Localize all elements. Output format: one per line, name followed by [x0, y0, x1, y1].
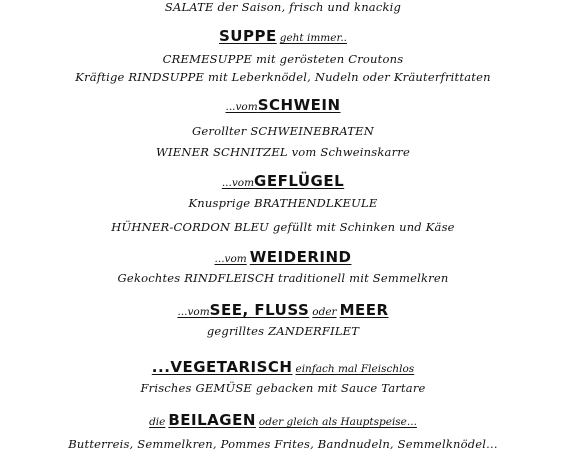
section-heading-weiderind [0, 247, 566, 266]
menu-item: Knusprige BRATHENDLKEULE [188, 196, 378, 210]
heading-main: ...VEGETARISCH [151, 358, 293, 376]
menu-item: Kräftige RINDSUPPE mit Leberknödel, Nudeln oder Kräuterfrittaten [75, 70, 491, 84]
heading-sub: oder gleich als Hauptspeise... [258, 416, 417, 428]
heading-pre: ...vom [221, 177, 255, 189]
section-heading-vegetarisch [0, 357, 566, 376]
section-heading-schwein [0, 95, 566, 114]
heading-main: SCHWEIN [257, 96, 341, 114]
heading-sub: geht immer.. [279, 32, 347, 44]
section-heading-suppe [0, 26, 566, 45]
heading-main: MEER [339, 301, 389, 319]
heading-pre: ...vom [225, 101, 258, 113]
menu-item: CREMESUPPE mit gerösteten Croutons [162, 52, 404, 66]
heading-main: SUPPE [219, 27, 277, 45]
heading-main: BEILAGEN [168, 411, 256, 429]
menu-item-salate: SALATE der Saison, frisch und knackig [164, 0, 402, 14]
section-heading-see [0, 300, 566, 319]
menu-item: HÜHNER-CORDON BLEU gefüllt mit Schinken und Käse [111, 220, 455, 234]
heading-sub: einfach mal Fleischlos [295, 363, 415, 375]
menu-item: Gekochtes RINDFLEISCH traditionell mit Semmelkren [117, 271, 449, 285]
menu-item: WIENER SCHNITZEL vom Schweinskarre [156, 145, 410, 159]
heading-pre: ...vom [214, 253, 247, 265]
heading-pre: die [149, 416, 166, 428]
menu-item: Butterreis, Semmelkren, Pommes Frites, Bandnudeln, Semmelknödel... [68, 437, 498, 451]
menu-item: Frisches GEMÜSE gebacken mit Sauce Tartare [140, 381, 426, 395]
heading-main: GEFLÜGEL [254, 172, 345, 190]
section-heading-beilagen [0, 410, 566, 429]
heading-pre: ...vom [177, 306, 210, 318]
section-heading-gefluegel [0, 171, 566, 190]
heading-mid: oder [312, 306, 337, 318]
heading-main: SEE, FLUSS [209, 301, 310, 319]
menu-item: gegrilltes ZANDERFILET [206, 324, 360, 338]
heading-main: WEIDERIND [249, 248, 352, 266]
menu-item: Gerollter SCHWEINEBRATEN [192, 124, 374, 138]
